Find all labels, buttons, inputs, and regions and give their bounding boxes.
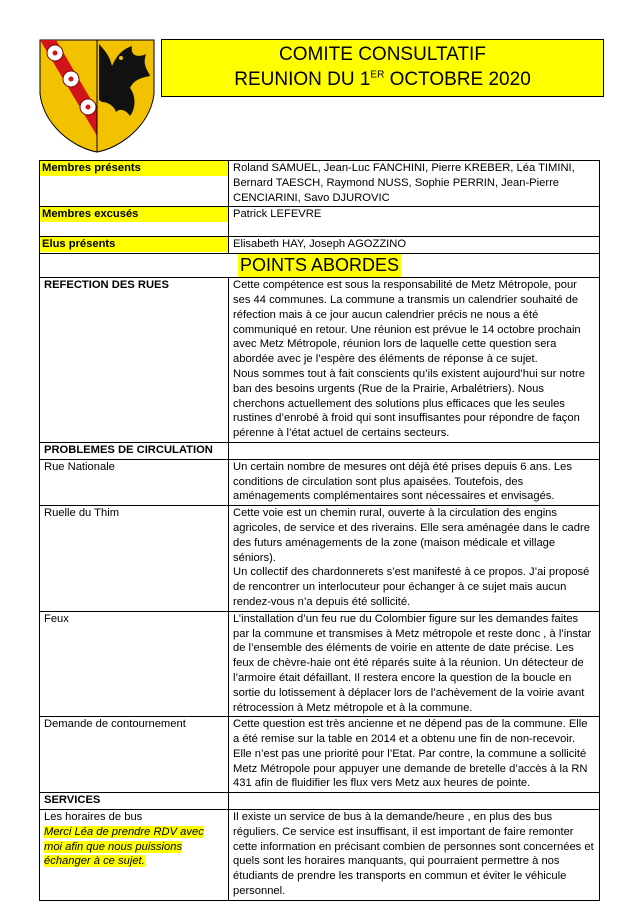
rue-nationale-label: Rue Nationale — [40, 459, 229, 505]
row-points-title — [40, 254, 600, 278]
row-traffic-heading — [40, 442, 600, 459]
title-line-2 — [162, 67, 603, 92]
contournement-text: Cette question est très ancienne et ne dépend pas de la commune. Elle a été remise sur la table en 2014 et a obtenu une fin de non-recevoir. Elle n’est pas une priorité pour l’Etat. Par contre, la commune a sollicité Metz Métropole pour appuyer une demande de bretelle d’accès à la RN 431 afin de fluidifier les flux vers Metz aux heures de pointe. — [229, 717, 600, 793]
bus-note — [44, 825, 224, 869]
points-title: POINTS ABORDES — [239, 255, 400, 276]
bus-label: Les horaires de bus — [44, 811, 143, 824]
bus-text: Il existe un service de bus à la demande/heure , en plus des bus réguliers. Ce service est insuffisant, il est important de faire remonter cette information en précisant combien de personnes sont concernées et quels sont les horaires manquants, qui pourraient permettre à nos étudiants de prendre les transports en commun et éviter le véhicule personnel. — [229, 810, 600, 901]
elected-present-label: Elus présents — [40, 237, 228, 252]
row-services-heading — [40, 793, 600, 810]
row-bus — [40, 810, 600, 901]
traffic-heading: PROBLEMES DE CIRCULATION — [40, 442, 229, 459]
rue-nationale-text: Un certain nombre de mesures ont déjà été prises depuis 6 ans. Les conditions de circulation sont plus apaisées. Toutefois, des aménagements complémentaires sont nécessaires et envisagés. — [229, 459, 600, 505]
coat-of-arms-icon — [36, 36, 158, 156]
members-present-label: Membres présents — [40, 161, 228, 176]
row-elected-present — [40, 237, 600, 254]
points-title-cell — [40, 254, 600, 278]
title-line-1: COMITE CONSULTATIF — [279, 44, 486, 65]
row-roads — [40, 278, 600, 443]
ruelle-paragraph-2: Un collectif des chardonnerets s’est manifesté à ce propos. J’ai proposé de rencontrer un interlocuteur pour échanger à ce sujet mais aucun rendez-vous n’a depuis été sollicité. — [233, 566, 590, 608]
title-date-superscript: ER — [370, 69, 385, 81]
row-rue-nationale — [40, 459, 600, 505]
feux-label: Feux — [40, 611, 229, 717]
minutes-table — [39, 160, 600, 901]
document-title — [161, 39, 604, 97]
row-ruelle-du-thim — [40, 506, 600, 612]
label-cell — [40, 207, 229, 237]
row-members-excused — [40, 207, 600, 237]
row-members-present — [40, 161, 600, 207]
bus-note-highlight: Merci Léa de prendre RDV avec moi afin que nous puissions échanger à ce sujet. — [44, 825, 204, 868]
title-date-suffix: OCTOBRE 2020 — [384, 69, 531, 90]
roads-paragraph-2: Nous sommes tout à fait conscients qu’ils existent aujourd’hui sur notre ban des besoins urgents (Rue de la Prairie, Arbalétriers). Nous cherchons actuellement des solutions plus efficaces que les seules rustines d’enrobé à froid qui sont insuffisantes pour répondre de façon pérenne à l’état actuel de certains secteurs. — [233, 367, 585, 440]
label-cell — [40, 161, 229, 207]
feux-text: L’installation d’un feu rue du Colombier figure sur les demandes faites par la commune et transmises à Metz métropole et reste donc , à l’instar de l’ensemble des éléments de voirie en attente de date précise. Les feux de chèvre-haie ont été réparés suite à la réunion. Un détecteur de l’armoire était défaillant. Il restera encore la question de la boucle en sortie du lotissement à déplacer lors de l’achèvement de la voirie avant rétrocession à Metz métropole et à la commune. — [229, 611, 600, 717]
members-present-value: Roland SAMUEL, Jean-Luc FANCHINI, Pierre KREBER, Léa TIMINI, Bernard TAESCH, Raymond NUSS, Sophie PERRIN, Jean-Pierre CENCIARINI, Savo DJUROVIC — [229, 161, 600, 207]
ruelle-paragraph-1: Cette voie est un chemin rural, ouverte à la circulation des engins agricoles, de service et des riverains. Elle sera aménagée dans le cadre des futurs aménagements de la zone (maison médicale et village séniors). — [233, 507, 590, 564]
members-excused-value: Patrick LEFEVRE — [229, 207, 600, 237]
ruelle-du-thim-label: Ruelle du Thim — [40, 506, 229, 612]
roads-text — [229, 278, 600, 443]
label-cell — [40, 237, 229, 254]
row-feux — [40, 611, 600, 717]
bus-label-cell — [40, 810, 229, 901]
roads-label: REFECTION DES RUES — [40, 278, 229, 443]
elected-present-value: Elisabeth HAY, Joseph AGOZZINO — [229, 237, 600, 254]
members-excused-label: Membres excusés — [40, 207, 228, 222]
row-contournement — [40, 717, 600, 793]
services-heading: SERVICES — [40, 793, 229, 810]
empty-cell — [229, 793, 600, 810]
ruelle-du-thim-text — [229, 506, 600, 612]
title-date-prefix: REUNION DU 1 — [234, 69, 371, 90]
roads-paragraph-1: Cette compétence est sous la responsabilité de Metz Métropole, pour ses 44 communes. La commune a transmis un calendrier souhaité de réfection mais à ce jour aucun calendrier précis ne nous a été communiqué en retour. Une réunion est prévue le 14 octobre prochain avec Metz Métropole, réunion lors de laquelle cette question sera abordée avec je l’espère des éléments de réponse à ce sujet. — [233, 279, 581, 366]
contournement-label: Demande de contournement — [40, 717, 229, 793]
empty-cell — [229, 442, 600, 459]
